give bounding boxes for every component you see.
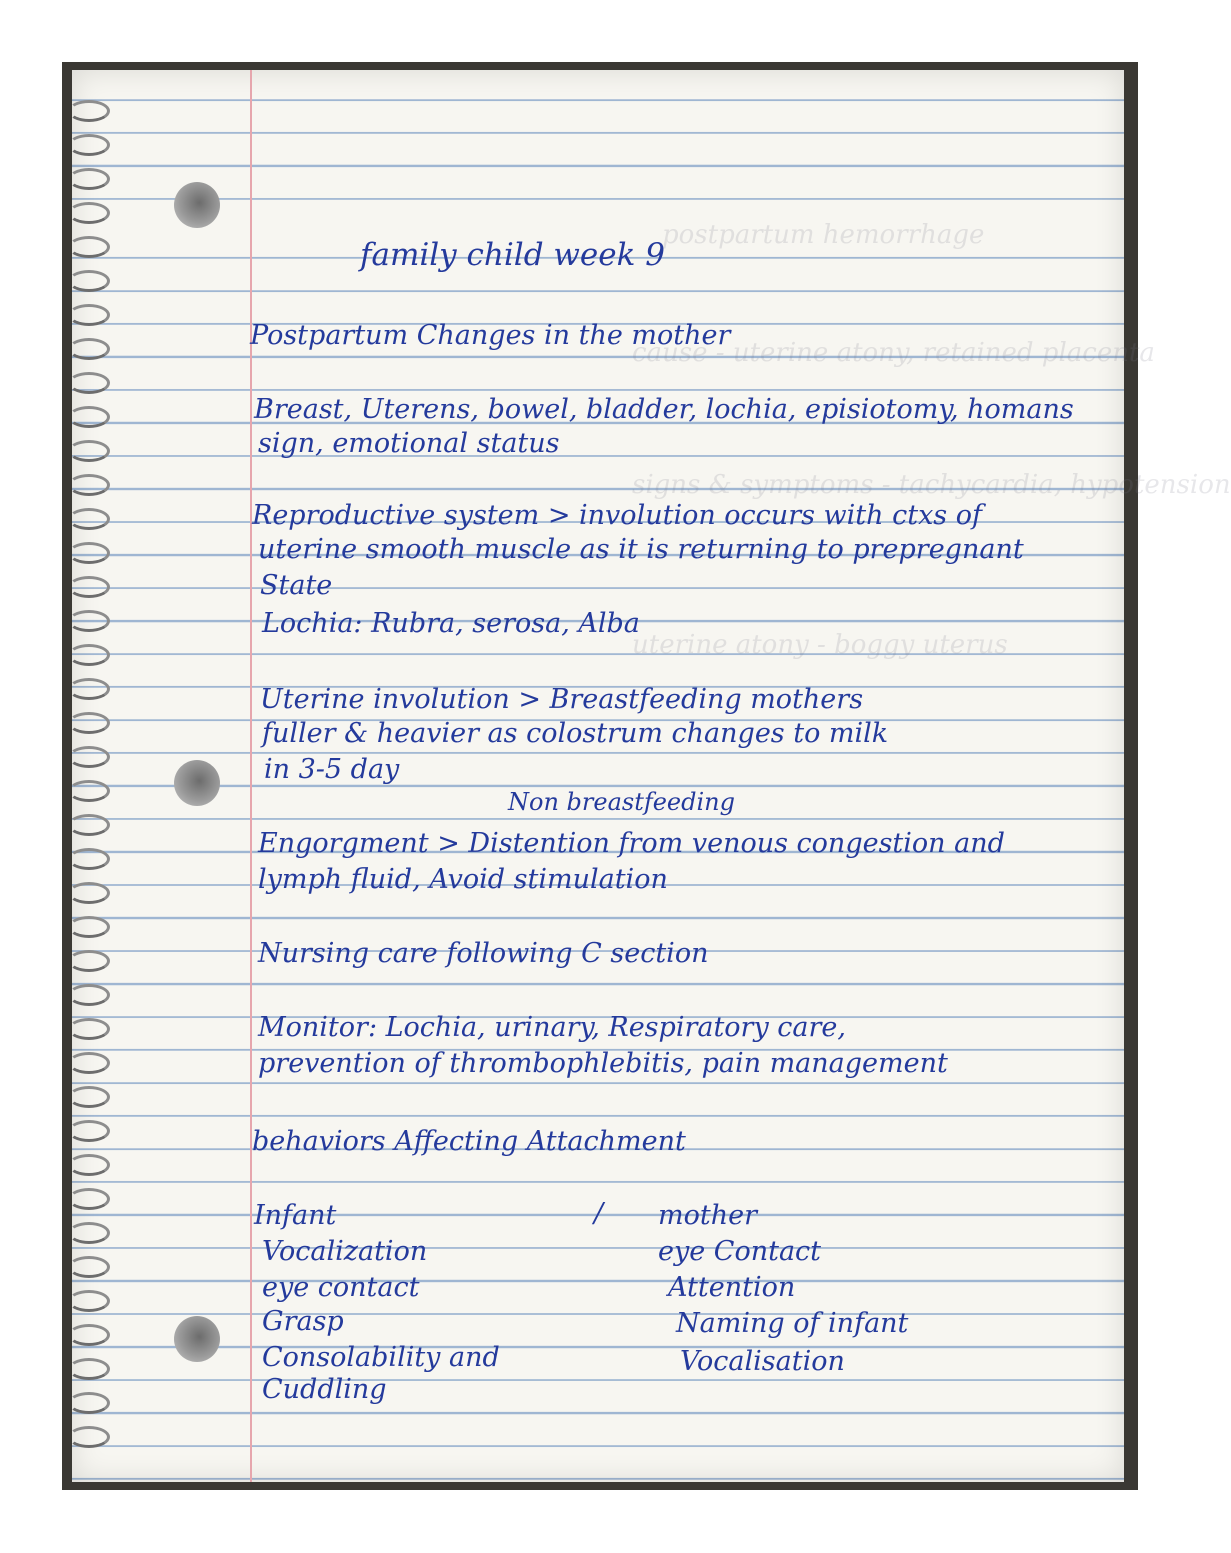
mother-item: Vocalisation [680,1346,845,1377]
mother-heading: mother [658,1200,757,1231]
infant-item: eye contact [262,1272,420,1303]
mother-item: Naming of infant [676,1308,909,1339]
note-line-16: prevention of thrombophlebitis, pain management [258,1048,948,1079]
note-line-8: Uterine involution > Breastfeeding mothers [260,684,864,715]
note-line-17: behaviors Affecting Attachment [252,1126,686,1157]
note-line-2: Breast, Uterens, bowel, bladder, lochia, episiotomy, homans [254,394,1074,425]
notebook-page: postpartum hemorrhage cause - uterine atony, retained placenta signs & symptoms - tachycardia, hypotension uterine atony - boggy uterus family child week 9 Postpartum Changes in the mother Breast, Uterens, bowel, bladder, lochia, episiotomy, homans sign, emotional status Reproductive system > involution occurs with ctxs of uterine smooth muscle as it is returning to prepregnant State Lochia: Rubra, serosa, Alba Uterine involution > Breastfeeding mothers fuller & heavier as colostrum changes to milk in 3-5 day Non breastfeeding Engorgment > Distention from venous congestion and lymph fluid, Avoid stimulation Nursing care following C section Monitor: Lochia, urinary, Respiratory care, prevention of thrombophlebitis, pain management behaviors Affecting Attachment / Infant Vocalization eye contact Grasp Consolability and Cuddling mother eye Contact Attention Naming of infant Vocalisation [72,70,1124,1482]
note-line-4: Reproductive system > involution occurs with ctxs of [252,500,982,531]
page-title: family child week 9 [360,237,665,273]
note-line-6: State [260,570,333,601]
infant-item: Grasp [262,1306,344,1337]
note-line-11: Non breastfeeding [508,788,735,816]
punch-hole-top [174,182,220,228]
punch-hole-middle [174,760,220,806]
note-line-15: Monitor: Lochia, urinary, Respiratory care, [258,1012,846,1043]
infant-item: Consolability and [262,1342,500,1373]
note-line-12: Engorgment > Distention from venous congestion and [258,828,1005,859]
note-line-9: fuller & heavier as colostrum changes to milk [262,718,889,749]
mother-item: Attention [668,1272,796,1303]
note-line-1: Postpartum Changes in the mother [250,320,731,351]
punch-hole-bottom [174,1316,220,1362]
spiral-binding [68,100,112,1460]
note-line-13: lymph fluid, Avoid stimulation [258,864,668,895]
mother-item: eye Contact [658,1236,822,1267]
infant-heading: Infant [254,1200,337,1231]
margin-line [250,70,252,1482]
note-line-7: Lochia: Rubra, serosa, Alba [262,608,640,639]
note-line-14: Nursing care following C section [258,938,709,969]
note-line-5: uterine smooth muscle as it is returning to prepregnant [258,534,1024,565]
column-divider: / [594,1198,604,1229]
infant-item: Cuddling [262,1374,387,1405]
notebook-photo [62,62,1231,1490]
infant-item: Vocalization [262,1236,428,1267]
note-line-10: in 3-5 day [264,754,400,785]
note-line-3: sign, emotional status [258,428,560,459]
